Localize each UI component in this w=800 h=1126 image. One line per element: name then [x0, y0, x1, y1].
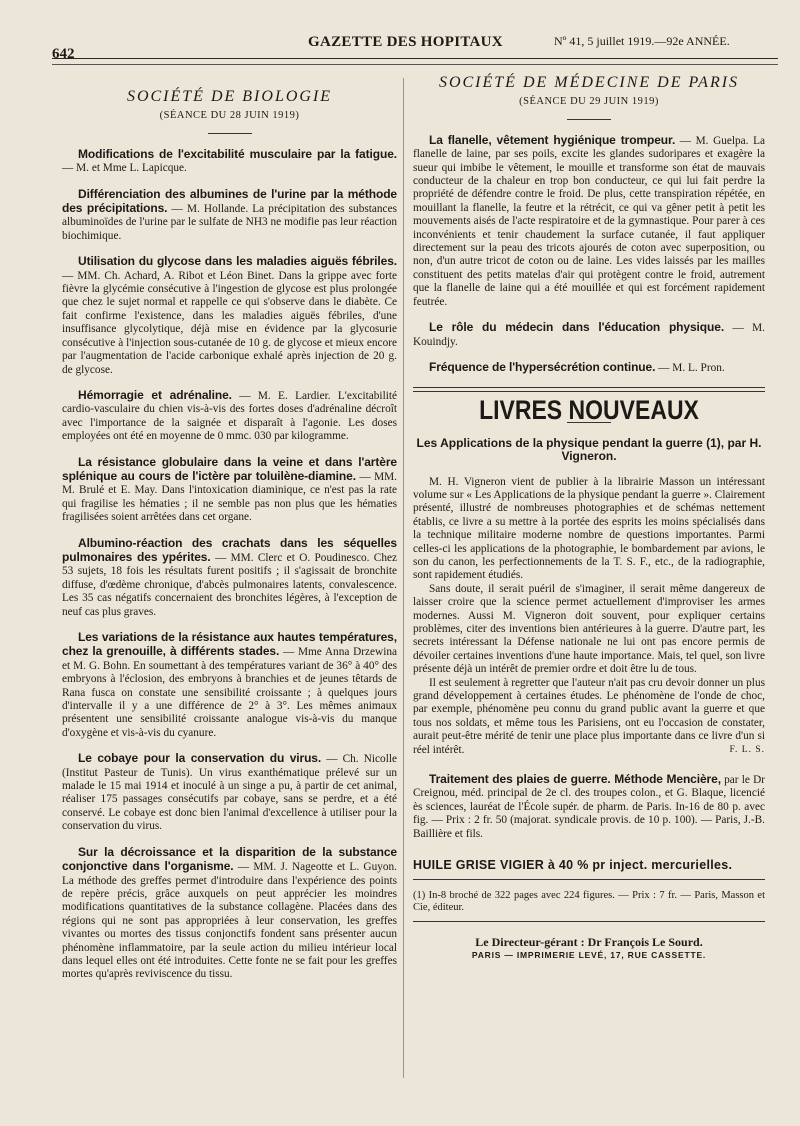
book-notice — [413, 773, 765, 841]
article — [62, 255, 397, 377]
column-divider — [403, 78, 404, 1078]
article — [413, 134, 765, 309]
review-signature: F. L. S. — [729, 744, 765, 755]
director-manager: Le Directeur-gérant : Dr François Le Sourd. — [475, 934, 703, 949]
article-body: — M. Hollande. La précipitation des substances albuminoïdes de l'urine par le sulfate de NH3 ne modifie pas leur réaction biochimique. — [62, 203, 397, 242]
article-title: Hémorragie et adrénaline. — [78, 387, 232, 402]
book-notice-body: par le Dr Creignou, méd. principal de 2e cl. des troupes colon., et G. Blaque, licencié ès sciences, lauréat de l'École supér. de pharm. de Paris. In-16 de 80 p. avec fig. — Prix : 2 fr. 50 (majorat. syndicale provis. de 10 p. 100). — Paris, J.-B. Baillière et fils. — [413, 774, 765, 840]
article-title: Différenciation des albumines de l'urine par la méthode des précipitations. — [62, 186, 397, 216]
article-body: — M. E. Lardier. L'excitabilité cardio-vasculaire du chien vis-à-vis des fortes doses d'adrénaline décroît avec l'importance de la saignée et disparaît à l'agonie. Les doses employées ont été en moyenne de 0 mmc. 030 par kilogramme. — [62, 389, 398, 443]
society-heading: SOCIÉTÉ DE BIOLOGIE — [126, 88, 333, 105]
article-title: Utilisation du glycose dans les maladies aiguës fébriles. — [78, 254, 397, 269]
left-column — [62, 84, 397, 994]
article-body: — M. Guelpa. La flanelle de laine, par ses poils, excite les glandes sudoripares et exagère la sueur qui imbibe le vêtement, le mouille et transforme son état de mauvais conducteur de la chaleur en trop bon conducteur, ce qui lui fait perdre la propriété de défendre contre le froid. De plus, cette transpiration répétée, en mouillant la flanelle, la feutre et la rétrécit, ce qui va gêner petit à petit les mouvements aisés de l'acte respiratoire et de la gymnastique. Pour parer à ces inconvénients et tenir chaudement la surface cutanée, il faut appliquer directement sur la peau des tricots ajourés de coton avec superposition, ou non, d'un autre tricot de coton ou de laine. Les vides laissés par les mailles constituent des petits matelas d'air qui protègent contre le froid, autrement que la flanelle de laine qui a été mouillée et qui est forcément rapidement feutrée. — [413, 134, 765, 308]
article-body: — MM. M. Brulé et E. May. Dans l'intoxication diaminique, ce n'est pas la rate qui fragilise les hématies ; il ne semble pas non plus que les hématies fragilisées soient arrêtées dans cet organe. — [62, 470, 398, 524]
header-rule-secondary — [52, 64, 778, 65]
article — [62, 148, 397, 176]
article — [62, 188, 397, 244]
article-body: — M. L. Pron. — [655, 361, 725, 374]
article-body: — M. et Mme L. Lapicque. — [62, 162, 187, 175]
article-title: Les variations de la résistance aux hautes températures, chez la grenouille, à différents stades. — [62, 630, 397, 659]
journal-title: GAZETTE DES HOPITAUX — [308, 34, 503, 50]
article-body: — MM. Ch. Achard, A. Ribot et Léon Binet. Dans la grippe avec forte fièvre la glycémie consécutive à l'ingestion de glycose est plus prolongée que chez le sujet normal et rappelle ce qui s'observe dans le diabète. Ce fait confirme l'existence, dans les maladies aiguës fébriles, d'une insuffisance glycolytique, déjà mise en évidence par la glycosurie consécutive à l'injection sous-cutanée de 10 g. de glycose et mieux encore par l'augmentation de l'acide carbonique exhalé après injection de 20 g. de glycose. — [62, 269, 397, 376]
header-rule — [52, 58, 778, 59]
article-title: Le rôle du médecin dans l'éducation physique. — [429, 320, 725, 335]
footnote: (1) In-8 broché de 322 pages avec 224 figures. — Prix : 7 fr. — Paris, Masson et Cie, éditeur. — [413, 889, 765, 913]
section-rule — [208, 133, 252, 134]
session-date: (SÉANCE DU 28 JUIN 1919) — [159, 110, 300, 122]
article-title: Albumino-réaction des crachats dans les séquelles pulmonaires des ypérites. — [62, 535, 397, 564]
article — [413, 361, 765, 375]
review-text: Il est seulement à regretter que l'auteur n'ait pas cru devoir donner un plus grand développement à certaines études. Le phénomène de l'onde de choc, par exemple, phénomène peu connu du grand public avant la guerre et que tous nos soldats, et même tous les Parisiens, ont eu l'occasion de constater, aurait peut-être mérité de tenir une place plus importante dans ce livre d'un si réel intérêt. — [413, 676, 765, 756]
article-body: — M. Kouindjy. — [413, 322, 765, 348]
review-paragraph: Sans doute, il serait puéril de s'imaginer, il serait même dangereux de laisser croire que la science permet actuellement d'improviser les armes modernes. Aussi M. Vigneron doit souvent, pour expliquer certains problèmes, citer des inventions bien antérieures à la guerre. D'autre part, les secrets intéressant la Défense nationale ne lui ont pas encore permis de dévoiler certaines inventions d'une haute importance. Mais, tel quel, son livre présente déjà un intérêt de premier ordre et doit être lu de tous. — [413, 582, 765, 676]
section-rule — [567, 119, 611, 120]
book-title: Les Applications de la physique pendant la guerre (1), par H. Vigneron. — [416, 435, 762, 464]
article — [62, 752, 397, 833]
book-notice-title: Traitement des plaies de guerre. Méthode Mencière, — [429, 772, 721, 787]
article — [62, 631, 397, 740]
advertisement: HUILE GRISE VIGIER à 40 % pr inject. mercurielles. — [413, 858, 733, 873]
section-double-rule — [413, 387, 765, 392]
issue-info: Nº 41, 5 juillet 1919.—92e ANNÉE. — [554, 34, 730, 48]
article-title: Sur la décroissance et la disparition de la substance conjonctive dans l'organisme. — [62, 844, 397, 874]
footnote-rule — [413, 879, 765, 880]
printer-imprint: PARIS — IMPRIMERIE LEVÉ, 17, RUE CASSETTE. — [471, 949, 707, 960]
review-paragraph: M. H. Vigneron vient de publier à la librairie Masson un intéressant volume sur « Les Applications de la physique pendant la guerre ». Clairement présenté, illustré de nombreuses photographies et de schémas nettement établis, ce livre a su mettre à la portée des esprits les moins spécialisés dans la technique militaire moderne nombre de questions importantes. Parmi celles-ci les applications de la photographie, le bombardement par avions, le son du canon, les perfectionnements de la T. S. F., etc., de la radiographie, sont rapidement étudiés. — [413, 475, 765, 582]
article-title: Modifications de l'excitabilité musculaire par la fatigue. — [78, 146, 397, 161]
article-body: — MM. J. Nageotte et L. Guyon. La méthode des greffes permet d'introduire dans l'expérience des points de repère précis, grâce auxquels on peut apprécier les moindres modifications quantitatives de la substance collagène. Placées dans des régions qui ne sont pas appropriées à leur conservation, les greffes vivantes ou mortes des tissus conjonctifs fondent sans présenter aucun phénomène inflammatoire, par la seule action du milieu intérieur local dans lequel elles ont été introduites. Cette fonte ne se fait pour les greffes mortes qu'après reviviscence du tissu. — [62, 861, 397, 981]
article-title: Fréquence de l'hypersécrétion continue. — [429, 359, 656, 374]
review-paragraph — [413, 677, 765, 757]
article-body: — Ch. Nicolle (Institut Pasteur de Tunis). Un virus exanthématique prélevé sur un malade le 15 mai 1914 et inoculé à un singe a pu, à partir de cet animal, réaliser 175 passages consécutifs par cobaye, sans se perdre, et a été conservé. Le cobaye est donc bien l'animal d'excellence à utiliser pour la conservation du virus. — [62, 753, 397, 833]
article — [413, 321, 765, 349]
article-title: La flanelle, vêtement hygiénique trompeur. — [429, 132, 676, 147]
article — [62, 537, 397, 619]
right-column — [413, 76, 765, 962]
article — [62, 456, 397, 525]
article — [62, 846, 397, 982]
society-heading: SOCIÉTÉ DE MÉDECINE DE PARIS — [438, 74, 740, 91]
article-title: La résistance globulaire dans la veine et dans l'artère splénique au cours de l'ictère par toluilène-diamine. — [62, 454, 397, 483]
article-body: — Mme Anna Drzewina et M. G. Bohn. En soumettant à des températures variant de 36° à 40° des embryons à l'éclosion, des embryons à branchies et de jeunes têtards de Rana fusca on constate une sensibilité croissante ; à quelques jours d'intervalle il y a une différence de 2° à 3°. Les mêmes animaux présentent une sensibilité croissante analogue vis-à-vis du manque d'oxygène et vis-à-vis du cyanure. — [62, 646, 397, 739]
article-title: Le cobaye pour la conservation du virus. — [78, 751, 322, 766]
book-review — [413, 476, 765, 758]
footer-rule — [413, 921, 765, 922]
books-heading: LIVRES NOUVEAUX — [479, 395, 699, 426]
article — [62, 389, 397, 444]
session-date: (SÉANCE DU 29 JUIN 1919) — [519, 96, 659, 108]
page-number: 642 — [52, 46, 75, 62]
article-body: — MM. Clerc et O. Poudinesco. Chez 53 sujets, 18 fois les résultats furent positifs ; il s'agissait de bronchite diffuse, d'œdème chronique, d'abcès pulmonaires latents, convalescence. Les 35 cas négatifs concernaient des bronchites légères, à l'exception de neuf cas plus graves. — [62, 551, 397, 618]
